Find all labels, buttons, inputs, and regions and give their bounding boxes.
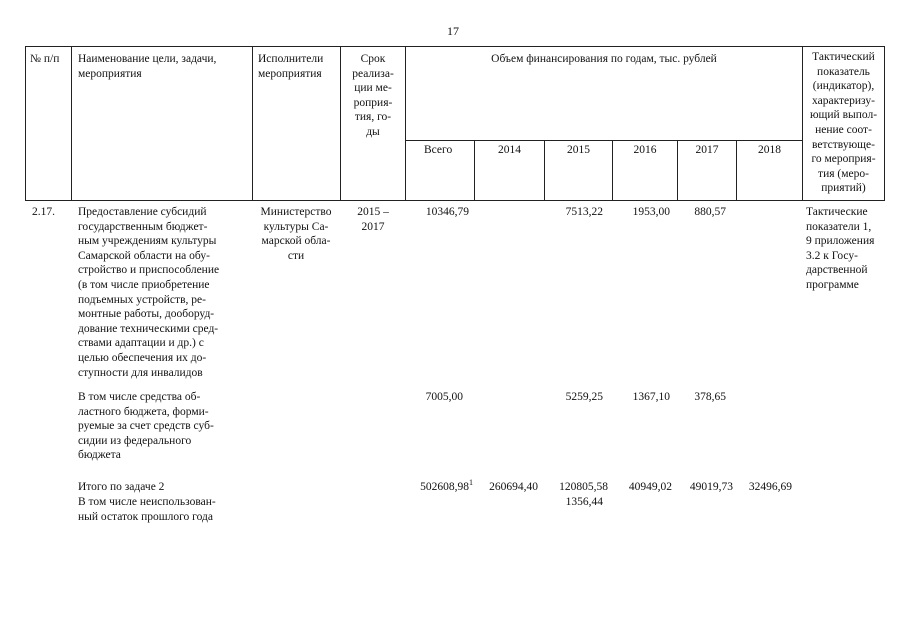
col-divider [25, 46, 26, 201]
row-term: 2015 – 2017 [357, 206, 389, 233]
summary-label: Итого по задаче 2 [78, 481, 165, 493]
row-number: 2.17. [32, 206, 55, 218]
subrow-total: 7005,00 [425, 391, 463, 403]
subrow-2016: 1367,10 [632, 391, 670, 403]
header-executors: Исполнители мероприятия [258, 53, 324, 80]
header-term: Срок реализа- ции ме- роприя- тия, го- ды [352, 53, 394, 138]
row-executor: Министерство культуры Са- марской обла- сти [260, 206, 332, 262]
summary-2015: 120805,58 [559, 481, 608, 493]
summary-2017: 49019,73 [689, 481, 733, 493]
col-divider [405, 46, 406, 201]
page-number: 17 [447, 24, 459, 38]
summary-2016: 40949,02 [628, 481, 672, 493]
header-total: Всего [424, 144, 453, 156]
header-year-2014: 2014 [498, 144, 521, 156]
summary-2018: 32496,69 [748, 481, 792, 493]
header-num: № п/п [30, 53, 60, 65]
years-divider [405, 140, 802, 141]
subrow-2017: 378,65 [694, 391, 726, 403]
summary-sub-label: В том числе неиспользован- ный остаток прошлого года [78, 496, 216, 523]
header-bottom-border [25, 200, 885, 201]
summary-total: 502608,98$^1$ [420, 478, 473, 493]
table-top-border [25, 46, 885, 47]
header-funding: Объем финансирования по годам, тыс. рублей [491, 53, 717, 65]
row-name: Предоставление субсидий государственным бюджет- ным учреждениям культуры Самарской области на обу- стройство и приспособление (в том числе приобретение подъемных устройств, ре- монтные работы, дооборуд- дование техническими сред- ствами адаптации и др.) с целью обеспечения их до- ступности для инвалидов [78, 206, 220, 379]
col-divider [252, 46, 253, 201]
row-total: 10346,79 [425, 206, 469, 218]
row-2017: 880,57 [694, 206, 726, 218]
header-year-2017: 2017 [695, 144, 719, 156]
header-year-2016: 2016 [633, 144, 657, 156]
header-name: Наименование цели, задачи, мероприятия [78, 53, 217, 80]
header-indicator: Тактический показатель (индикатор), характеризу- ющий выпол- нение соот- ветствующе- го мероприя- тия (меро- приятий) [809, 51, 878, 195]
row-2016: 1953,00 [632, 206, 670, 218]
subrow-2015: 5259,25 [565, 391, 603, 403]
footnote-marker: 1 [469, 478, 473, 487]
summary-2014: 260694,40 [489, 481, 538, 493]
col-divider [884, 46, 885, 201]
subrow-name: В том числе средства об- ластного бюджета, форми- руемые за счет средств суб- сидии из федерального бюджета [78, 391, 214, 462]
summary-sub-2015: 1356,44 [565, 496, 603, 508]
header-year-2015: 2015 [567, 144, 590, 156]
header-year-2018: 2018 [758, 144, 781, 156]
row-indicator: Тактические показатели 1, 9 приложения 3.2 к Госу- дарственной программе [806, 206, 875, 291]
row-2015: 7513,22 [565, 206, 603, 218]
col-divider [71, 46, 72, 201]
